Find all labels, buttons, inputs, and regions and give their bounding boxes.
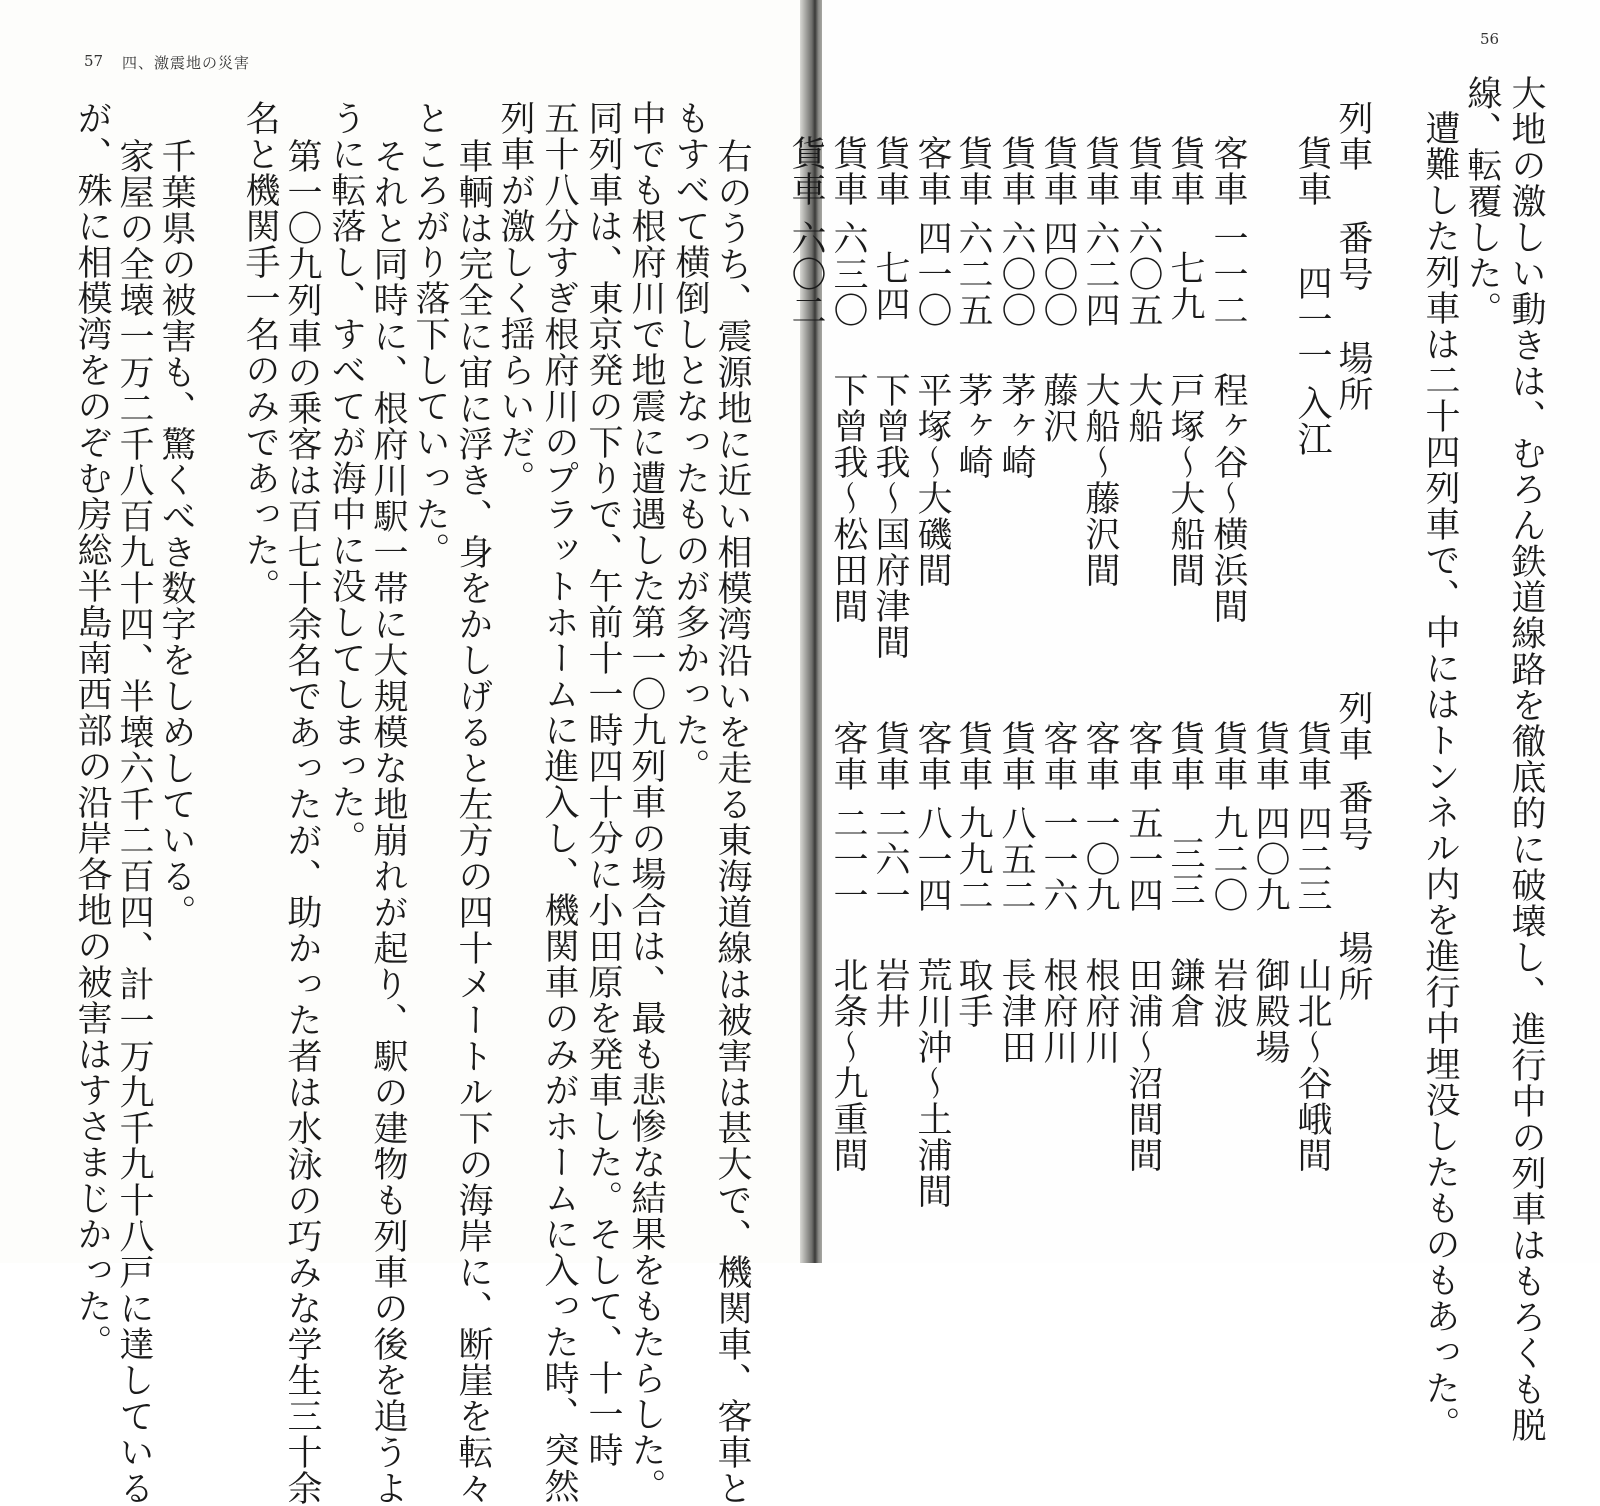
train-location: 根府川 [1038, 957, 1078, 1065]
body-line: 列車が激しく揺らいだ。 [495, 100, 535, 496]
train-location: 入江 [1292, 385, 1332, 457]
train-type: 客車 [1208, 135, 1248, 207]
train-location: 長津田 [996, 957, 1036, 1065]
train-number: 八一四 [912, 805, 952, 913]
body-line: もすべて横倒しとなったものが多かった。 [670, 100, 710, 784]
body-line: が、殊に相模湾をのぞむ房総半島南西部の沿岸各地の被害はすさまじかった。 [72, 100, 112, 1360]
train-type: 貨車 [1165, 135, 1205, 207]
train-type: 貨車 [1038, 135, 1078, 207]
train-location: 鎌倉 [1165, 957, 1205, 1029]
train-location: 戸塚〜大船間 [1165, 372, 1205, 588]
train-number: 四〇〇 [1038, 220, 1078, 328]
train-type: 貨車 [870, 135, 910, 207]
header-train: 列車 [1333, 690, 1373, 762]
train-type: 貨車 [953, 135, 993, 207]
train-location: 荒川沖〜土浦間 [912, 957, 952, 1209]
train-location: 取手 [953, 957, 993, 1029]
train-location: 岩波 [1208, 957, 1248, 1029]
train-location: 茅ヶ崎 [953, 372, 993, 480]
train-type: 貨車 [1080, 135, 1120, 207]
header-location: 場所 [1333, 930, 1373, 1002]
train-location: 下曾我〜松田間 [828, 372, 868, 624]
body-line: 五十八分すぎ根府川のプラットホームに進入し、機関車のみがホームに入った時、突然 [539, 100, 579, 1504]
body-line: 中でも根府川で地震に遭遇した第一〇九列車の場合は、最も悲惨な結果をもたらした。 [626, 100, 666, 1504]
train-number: 一一二 [1208, 220, 1248, 328]
train-location: 根府川 [1080, 957, 1120, 1065]
body-line: 千葉県の被害も、驚くべき数字をしめしている。 [156, 138, 196, 930]
train-number: 六二五 [953, 220, 993, 328]
train-type: 客車 [912, 135, 952, 207]
right-page [786, 0, 1600, 1443]
body-line: うに転落し、すべてが海中に没してしまった。 [326, 100, 366, 856]
running-head: 四、激震地の災害 [122, 54, 251, 72]
body-line: 右のうち、震源地に近い相模湾沿いを走る東海道線は被害は甚大で、機関車、客車と [712, 138, 752, 1506]
train-number: 九二〇 [1208, 805, 1248, 913]
body-line: 遭難した列車は二十四列車で、中にはトンネル内を進行中埋没したものもあった。 [1420, 110, 1460, 1442]
train-location: 北条〜九重間 [828, 957, 868, 1173]
train-type: 貨車 [996, 720, 1036, 792]
train-number: 六二四 [1080, 220, 1120, 328]
train-type: 貨車 [1165, 720, 1205, 792]
body-line: 名と機関手一名のみであった。 [240, 100, 280, 604]
train-location: 岩井 [870, 957, 910, 1029]
train-type: 客車 [828, 720, 868, 792]
train-type: 貨車 [1123, 135, 1163, 207]
body-line: 大地の激しい動きは、むろん鉄道線路を徹底的に破壊し、進行中の列車はもろくも脱 [1506, 75, 1546, 1443]
header-number: 番号 [1333, 220, 1373, 292]
train-type: 貨車 [870, 720, 910, 792]
train-number: 四一〇 [912, 220, 952, 328]
body-line: 第一〇九列車の乗客は百七十余名であったが、助かった者は水泳の巧みな学生三十余 [282, 138, 322, 1506]
train-number: 二六一 [870, 805, 910, 913]
train-number: 六〇五 [1123, 220, 1163, 328]
body-line: それと同時に、根府川駅一帯に大規模な地崩れが起り、駅の建物も列車の後を追うよ [368, 138, 408, 1506]
train-type: 客車 [1038, 720, 1078, 792]
train-number: 六三〇 [828, 220, 868, 328]
train-location: 下曾我〜国府津間 [870, 372, 910, 660]
train-type: 貨車 [786, 135, 826, 207]
train-number: 七九 [1165, 250, 1205, 322]
train-location: 大船 [1123, 372, 1163, 444]
train-location: 田浦〜沼間間 [1123, 957, 1163, 1173]
train-type: 貨車 [953, 720, 993, 792]
train-number: 五一四 [1123, 805, 1163, 913]
train-number: 三三 [1165, 835, 1205, 907]
train-type: 客車 [1080, 720, 1120, 792]
train-number: 四二三 [1292, 805, 1332, 913]
page-number: 57 [84, 52, 104, 70]
body-line: 家屋の全壊一万二千八百九十四、半壊六千二百四、計一万九千九十八戸に達している [114, 138, 154, 1506]
body-line: ところがり落下していった。 [410, 100, 450, 568]
train-location: 藤沢 [1038, 372, 1078, 444]
page-number: 56 [1480, 30, 1500, 48]
train-type: 貨車 [1292, 720, 1332, 792]
train-type: 客車 [912, 720, 952, 792]
train-location: 平塚〜大磯間 [912, 372, 952, 588]
train-type: 貨車 [1292, 135, 1332, 207]
train-type: 貨車 [1208, 720, 1248, 792]
body-line: 同列車は、東京発の下りで、午前十一時四十分に小田原を発車した。そして、十一時 [583, 100, 623, 1468]
header-train: 列車 [1333, 100, 1373, 172]
train-type: 客車 [1123, 720, 1163, 792]
train-type: 貨車 [1250, 720, 1290, 792]
train-location: 程ヶ谷〜横浜間 [1208, 372, 1248, 624]
train-number: 八五二 [996, 805, 1036, 913]
header-number: 番号 [1333, 780, 1373, 852]
train-type: 貨車 [996, 135, 1036, 207]
train-number: 一一六 [1038, 805, 1078, 913]
train-number: 六〇〇 [996, 220, 1036, 328]
train-number: 九九二 [953, 805, 993, 913]
body-line: 車輌は完全に宙に浮き、身をかしげると左方の四十メートル下の海岸に、断崖を転々 [453, 138, 493, 1506]
train-location: 茅ヶ崎 [996, 372, 1036, 480]
train-location: 山北〜谷峨間 [1292, 957, 1332, 1173]
train-number: 七四 [870, 250, 910, 322]
train-number: 四一一 [1292, 265, 1332, 373]
train-number: 六〇二 [786, 220, 826, 328]
train-type: 貨車 [828, 135, 868, 207]
header-location: 場所 [1333, 340, 1373, 412]
body-line: 線、転覆した。 [1462, 75, 1502, 327]
train-number: 二一一 [828, 805, 868, 913]
train-location: 御殿場 [1250, 957, 1290, 1065]
train-number: 四〇九 [1250, 805, 1290, 913]
train-location: 大船〜藤沢間 [1080, 372, 1120, 588]
train-number: 一〇九 [1080, 805, 1120, 913]
